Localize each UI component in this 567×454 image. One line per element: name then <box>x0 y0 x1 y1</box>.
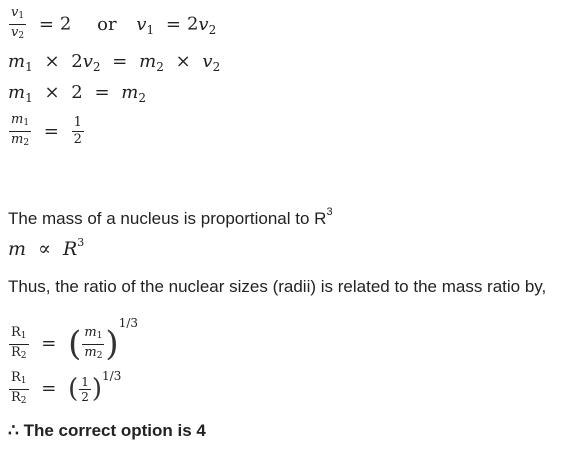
fraction-m1-over-m2: $\frac{m_1}{m_2}$ <box>11 112 30 148</box>
fraction-r1-over-r2: $\frac{R_1}{R_2}$ <box>11 324 27 361</box>
therefore-icon: ∴ <box>8 421 19 440</box>
or-word: or <box>97 13 117 35</box>
paragraph-mass-proportional: The mass of a nucleus is proportional to $R^3$ <box>8 206 333 228</box>
equation-velocity-ratio: $\frac{v_1}{v_2}$ = 2 or $v_1 = 2v_2$ <box>11 5 217 41</box>
fraction-one-half: $\frac{1}{2}$ <box>73 115 82 147</box>
equation-mass-proportional: $m \propto R^3$ <box>8 236 85 260</box>
equation-radius-ratio-mass: $\frac{R_1}{R_2}$ = ( $\frac{m_1}{m_2}$ )$^{1/3}$ <box>11 316 138 364</box>
equation-mass-relation: $m_1 \times 2 = m_2$ <box>8 82 147 105</box>
equation-radius-ratio-value: $\frac{R_1}{R_2}$ = ( $\frac{1}{2}$ )$^{1/3}$ <box>11 369 122 406</box>
conclusion-correct-option: ∴ The correct option is 4 <box>8 421 206 440</box>
fraction-m1-over-m2: $\frac{m_1}{m_2}$ <box>84 324 103 361</box>
equation-momentum: $m_1 \times 2v_2 = m_2 \times v_2$ <box>8 51 221 74</box>
fraction-r1-over-r2: $\frac{R_1}{R_2}$ <box>11 369 27 406</box>
fraction-one-half: $\frac{1}{2}$ <box>81 374 89 404</box>
paragraph-ratio-explanation: Thus, the ratio of the nuclear sizes (radii) is related to the mass ratio by, <box>8 277 547 296</box>
fraction-v1-over-v2: $\frac{v_1}{v_2}$ <box>11 5 25 41</box>
equation-mass-ratio: $\frac{m_1}{m_2}$ = $\frac{1}{2}$ <box>11 112 82 148</box>
